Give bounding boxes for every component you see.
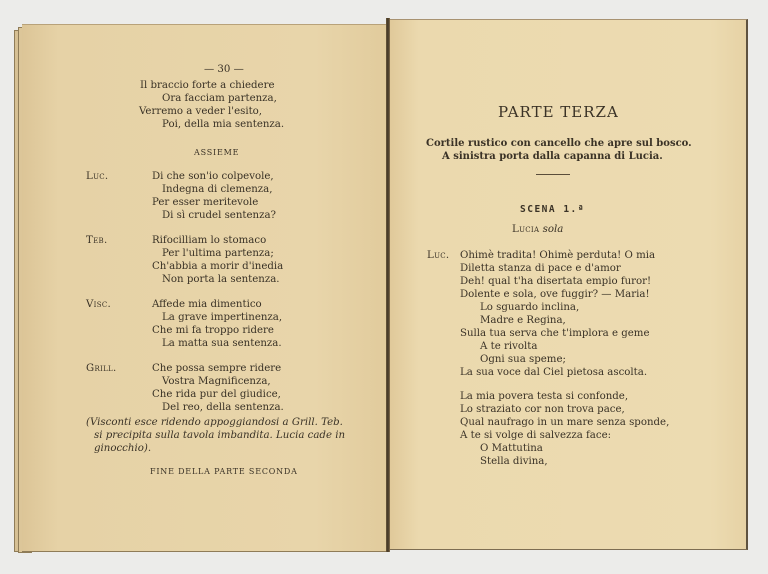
verse-line: Rifocilliam lo stomaco (152, 235, 267, 246)
verse-line: La matta sua sentenza. (162, 338, 282, 349)
verse-line: Vostra Magnificenza, (162, 376, 271, 387)
divider (536, 174, 570, 175)
verse-line: Diletta stanza di pace e d'amor (460, 263, 621, 274)
verse-line: Di che son'io colpevole, (152, 171, 274, 182)
speaker-label: Luc. (427, 250, 450, 261)
speaker-label: Luc. (86, 171, 109, 182)
character-name: Lucia (512, 224, 540, 235)
closing-line: FINE DELLA PARTE SECONDA (150, 467, 298, 476)
verse-line: Verremo a veder l'esito, (139, 106, 263, 117)
verse-line: A te si volge di salvezza face: (460, 430, 612, 441)
speaker-label: Grill. (86, 363, 117, 374)
verse-line: O Mattutina (480, 443, 543, 454)
verse-line: Di sì crudel sentenza? (162, 210, 276, 221)
stage-direction: (Visconti esce ridendo appoggiandosi a Grill. Teb. (86, 417, 343, 428)
verse-line: Lo straziato cor non trova pace, (460, 404, 625, 415)
right-page (390, 19, 748, 550)
verse-line: La sua voce dal Ciel pietosa ascolta. (460, 367, 648, 378)
verse-line: La grave impertinenza, (162, 312, 283, 323)
verse-line: Lo sguardo inclina, (480, 302, 580, 313)
verse-line: Sulla tua serva che t'implora e geme (460, 328, 650, 339)
scene-heading: SCENA 1.ª (520, 204, 585, 215)
part-title: PARTE TERZA (498, 103, 619, 121)
verse-line: Per l'ultima partenza; (162, 248, 274, 259)
verse-line: Deh! qual t'ha disertata empio furor! (460, 276, 652, 287)
verse-line: Che rida pur del giudice, (152, 389, 281, 400)
verse-line: Per esser meritevole (152, 197, 259, 208)
scene-character (512, 223, 563, 236)
setting-line: A sinistra porta dalla capanna di Lucia. (442, 151, 663, 162)
verse-line: Madre e Regina, (480, 315, 566, 326)
verse-line: Qual naufrago in un mare senza sponde, (460, 417, 670, 428)
verse-line: La mia povera testa si confonde, (460, 391, 629, 402)
stage-direction: ginocchio). (94, 443, 152, 454)
section-heading: ASSIEME (194, 148, 240, 157)
stage-direction: si precipita sulla tavola imbandita. Lucia cade in (94, 430, 346, 441)
speaker-label: Visc. (86, 299, 112, 310)
verse-line: Il braccio forte a chiedere (140, 80, 275, 91)
verse-line: Ogni sua speme; (480, 354, 566, 365)
verse-line: A te rivolta (480, 341, 538, 352)
page-number: — 30 — (204, 64, 244, 75)
speaker-label: Teb. (86, 235, 108, 246)
setting-line: Cortile rustico con cancello che apre sul bosco. (426, 138, 692, 149)
verse-line: Ohimè tradita! Ohimè perduta! O mia (460, 250, 656, 261)
verse-line: Ch'abbia a morir d'inedia (152, 261, 284, 272)
verse-line: Indegna di clemenza, (162, 184, 273, 195)
verse-line: Affede mia dimentico (152, 299, 262, 310)
verse-line: Non porta la sentenza. (162, 274, 280, 285)
verse-line: Del reo, della sentenza. (162, 402, 284, 413)
verse-line: Stella divina, (480, 456, 548, 467)
verse-line: Dolente e sola, ove fuggir? — Maria! (460, 289, 650, 300)
verse-line: Poi, della mia sentenza. (162, 119, 285, 130)
verse-line: Che possa sempre ridere (152, 363, 282, 374)
left-page (22, 24, 388, 552)
verse-line: Che mi fa troppo ridere (152, 325, 274, 336)
verse-line: Ora facciam partenza, (162, 93, 277, 104)
character-note: sola (542, 224, 564, 235)
